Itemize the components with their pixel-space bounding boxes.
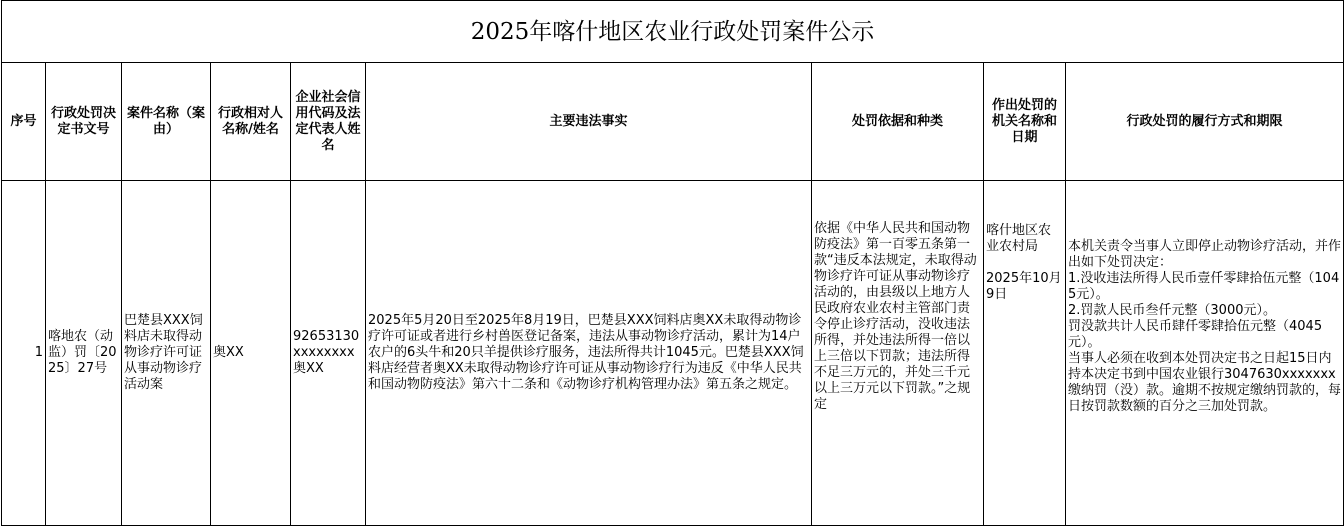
execution-line: 当事人必须在收到本处罚决定书之日起15日内持本决定书到中国农业银行3047630xxxxxxx缴纳罚（没）款。逾期不按规定缴纳罚款的，每日按罚款数额的百分之三加处罚款。 (1068, 351, 1342, 414)
header-facts: 主要违法事实 (366, 63, 812, 181)
cell-authority (984, 181, 1066, 526)
credit-code: 92653130xxxxxxxx (293, 329, 360, 360)
table-row (2, 181, 1344, 526)
execution-line: 罚没款共计人民币肆仟零肆拾伍元整（4045元）。 (1068, 319, 1323, 350)
cell-party: 奥XX (211, 181, 291, 526)
cell-facts: 2025年5月20日至2025年8月19日，巴楚县XXX饲料店奥XX未取得动物诊疗许可证或者进行乡村兽医登记备案，违法从事动物诊疗活动，累计为14户农户的6头牛和20只羊提供诊疗服务，违法所得共计1045元。巴楚县XXX饲料店经营者奥XX未取得动物诊疗许可证从事动物诊疗行为违反《中华人民共和国动物防疫法》第六十二条和《动物诊疗机构管理办法》第五条之规定。 (366, 181, 812, 526)
legal-representative: 奥XX (293, 361, 324, 376)
header-seq: 序号 (2, 63, 46, 181)
header-case-name: 案件名称（案由） (122, 63, 211, 181)
authority-name: 喀什地区农业农村局 (986, 223, 1052, 254)
cell-doc-no: 喀地农（动监）罚〔2025〕27号 (46, 181, 122, 526)
page-title: 2025年喀什地区农业行政处罚案件公示 (2, 1, 1344, 63)
decision-date: 2025年10月9日 (986, 271, 1062, 302)
execution-line: 1.没收违法所得人民币壹仟零肆拾伍元整（1045元）。 (1068, 271, 1340, 302)
penalty-table (1, 0, 1344, 526)
cell-credit (291, 181, 366, 526)
cell-case-name: 巴楚县XXX饲料店未取得动物诊疗许可证从事动物诊疗活动案 (122, 181, 211, 526)
header-row (2, 63, 1344, 181)
header-party: 行政相对人名称/姓名 (211, 63, 291, 181)
header-doc-no: 行政处罚决定书文号 (46, 63, 122, 181)
header-execution: 行政处罚的履行方式和期限 (1066, 63, 1344, 181)
header-authority: 作出处罚的机关名称和日期 (984, 63, 1066, 181)
cell-basis: 依据《中华人民共和国动物防疫法》第一百零五条第一款“违反本法规定，未取得动物诊疗许可证从事动物诊疗活动的，由县级以上地方人民政府农业农村主管部门责令停止诊疗活动，没收违法所得，并处违法所得一倍以上三倍以下罚款；违法所得不足三万元的，并处三千元以上三万元以下罚款。”之规定 (812, 181, 984, 526)
execution-line: 本机关责令当事人立即停止动物诊疗活动，并作出如下处罚决定： (1068, 239, 1342, 270)
cell-seq: 1 (2, 181, 46, 526)
cell-execution (1066, 181, 1344, 526)
header-basis: 处罚依据和种类 (812, 63, 984, 181)
header-credit: 企业社会信用代码及法定代表人姓名 (291, 63, 366, 181)
execution-line: 2.罚款人民币叁仟元整（3000元）。 (1068, 303, 1276, 318)
